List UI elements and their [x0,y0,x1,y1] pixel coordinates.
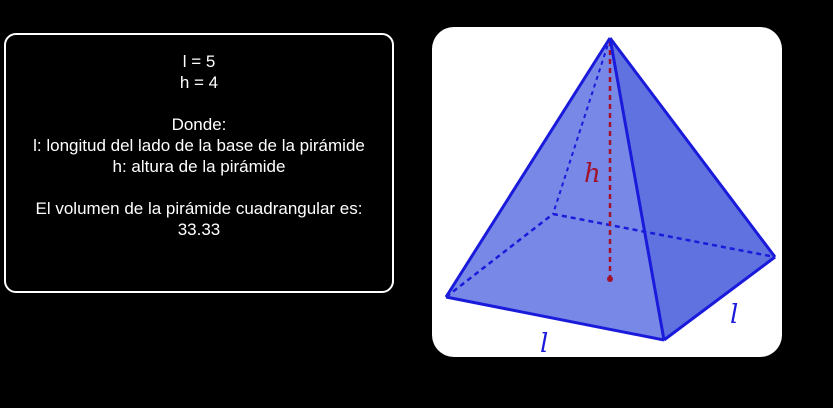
height-value: h = 4 [179,73,219,92]
side-length-definition: l: longitud del lado de la base de la pirámide [33,136,365,155]
pyramid-diagram [432,27,782,357]
spacer [24,177,374,198]
height-label: h [584,159,601,189]
pyramid-figure-card [432,27,782,357]
side-length-value: l = 5 [182,52,216,71]
info-panel [4,33,394,293]
side-label-right: l [730,300,739,330]
height-foot-point [607,276,613,282]
spacer [24,93,374,114]
height-definition: h: altura de la pirámide [112,157,286,176]
where-label: Donde: [171,115,227,134]
side-label-front: l [540,329,549,357]
volume-result: El volumen de la pirámide cuadrangular es: 33.33 [35,199,363,239]
